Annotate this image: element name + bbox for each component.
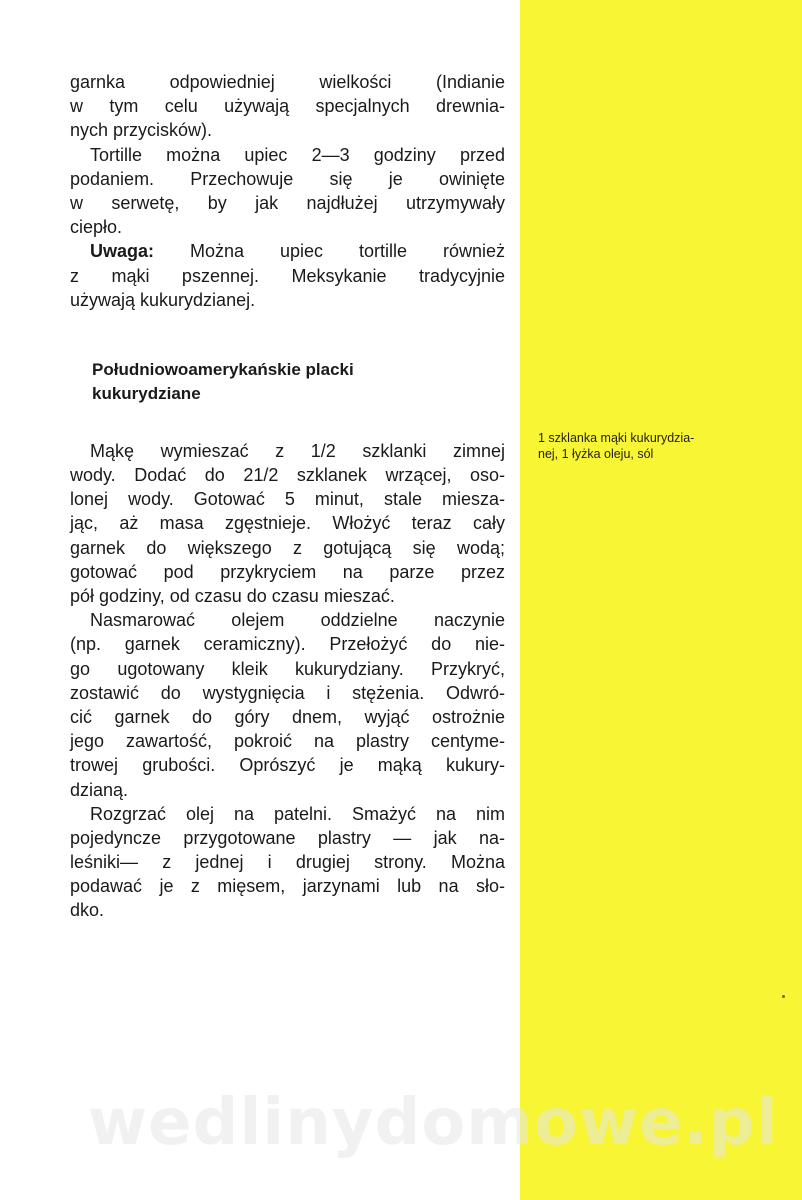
text-line: (np. garnek ceramiczny). Przełożyć do nie- xyxy=(70,634,505,655)
text-line: ciepło. xyxy=(70,217,123,238)
text-line: pół godziny, od czasu do czasu mieszać. xyxy=(70,586,395,606)
speck-dot xyxy=(782,995,785,998)
recipe-paragraph-2 xyxy=(70,608,505,802)
text-line xyxy=(70,239,505,263)
spacer xyxy=(70,312,505,358)
note-label: Uwaga: xyxy=(90,241,155,262)
ingredients-line: 1 szklanka mąki kukurydzia- xyxy=(538,431,695,445)
text-line: dzianą. xyxy=(70,779,129,800)
recipe-paragraph-1 xyxy=(70,439,505,608)
watermark: wedlinydomowe.pl xyxy=(88,1086,779,1160)
text-line: gotować pod przykryciem na parze przez xyxy=(70,561,505,582)
text-line: nych przycisków). xyxy=(70,120,213,141)
text-line: w serwetę, by jak najdłużej utrzymywały xyxy=(70,192,505,213)
intro-paragraph-1 xyxy=(70,70,505,143)
note-text: Można upiec tortille również xyxy=(189,241,505,262)
recipe-title xyxy=(70,358,505,406)
recipe-paragraph-3 xyxy=(70,802,505,923)
text-line: Mąkę wymieszać z 1/2 szklanki zimnej xyxy=(90,440,505,461)
text-line: leśniki— z jednej i drugiej strony. Można xyxy=(70,852,505,873)
text-line: dko. xyxy=(70,900,105,921)
recipe-title-line: kukurydziane xyxy=(92,383,201,403)
text-line: go ugotowany kleik kukurydziany. Przykryć, xyxy=(70,658,505,679)
text-line: z mąki pszennej. Meksykanie tradycyjnie xyxy=(70,265,505,286)
text-line: Tortille można upiec 2—3 godziny przed xyxy=(90,144,505,165)
text-line: używają kukurydzianej. xyxy=(70,289,256,310)
ingredients-sidebar xyxy=(520,0,802,1200)
text-line: Rozgrzać olej na patelni. Smażyć na nim xyxy=(90,803,505,824)
text-line: lonej wody. Gotować 5 minut, stale miesza- xyxy=(70,489,505,510)
text-line: garnka odpowiedniej wielkości (Indianie xyxy=(70,72,505,92)
main-text-column xyxy=(70,70,505,923)
text-line: garnek do większego z gotującą się wodą; xyxy=(70,537,505,558)
recipe-title-line: Południowoamerykańskie placki xyxy=(92,359,354,379)
text-line: podawać je z mięsem, jarzynami lub na sło- xyxy=(70,876,505,897)
text-line: jąc, aż masa zgęstnieje. Włożyć teraz cały xyxy=(70,513,505,534)
text-line: Nasmarować olejem oddzielne naczynie xyxy=(90,610,505,631)
spacer xyxy=(70,406,505,439)
text-line: pojedyncze przygotowane plastry — jak na- xyxy=(70,827,505,848)
text-line: podaniem. Przechowuje się je owinięte xyxy=(70,168,505,189)
ingredients-line: nej, 1 łyżka oleju, sól xyxy=(538,447,654,461)
text-line: zostawić do wystygnięcia i stężenia. Odwró- xyxy=(70,682,505,703)
text-line: cić garnek do góry dnem, wyjąć ostrożnie xyxy=(70,706,505,727)
ingredients-note xyxy=(538,430,748,462)
note-paragraph xyxy=(70,239,505,312)
text-line: w tym celu używają specjalnych drewnia- xyxy=(70,96,505,117)
text-line: trowej grubości. Oprószyć je mąką kukury- xyxy=(70,755,505,776)
text-line: jego zawartość, pokroić na plastry centyme- xyxy=(70,731,505,752)
intro-paragraph-2 xyxy=(70,143,505,240)
text-line: wody. Dodać do 21/2 szklanek wrzącej, oso- xyxy=(70,465,505,486)
